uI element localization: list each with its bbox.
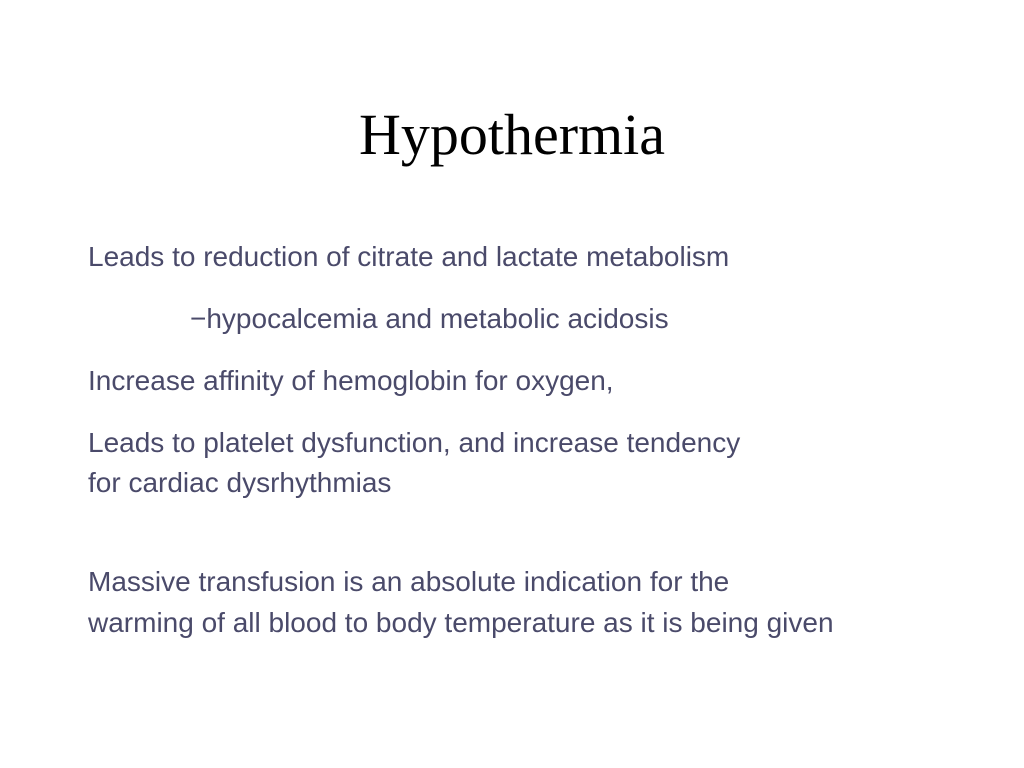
point-platelet-dysfunction-line2: for cardiac dysrhythmias bbox=[88, 467, 392, 498]
point-massive-transfusion-line2: warming of all blood to body temperature as it is being given bbox=[88, 607, 834, 638]
point-citrate-metabolism: Leads to reduction of citrate and lactate metabolism bbox=[88, 241, 730, 272]
point-hemoglobin-affinity: Increase affinity of hemoglobin for oxygen, bbox=[88, 365, 614, 396]
point-platelet-dysfunction-line1: Leads to platelet dysfunction, and increase tendency bbox=[88, 427, 741, 458]
slide-title: Hypothermia bbox=[358, 102, 666, 167]
point-massive-transfusion-line1: Massive transfusion is an absolute indication for the bbox=[88, 566, 730, 597]
sub-point-hypocalcemia: −hypocalcemia and metabolic acidosis bbox=[190, 303, 669, 334]
